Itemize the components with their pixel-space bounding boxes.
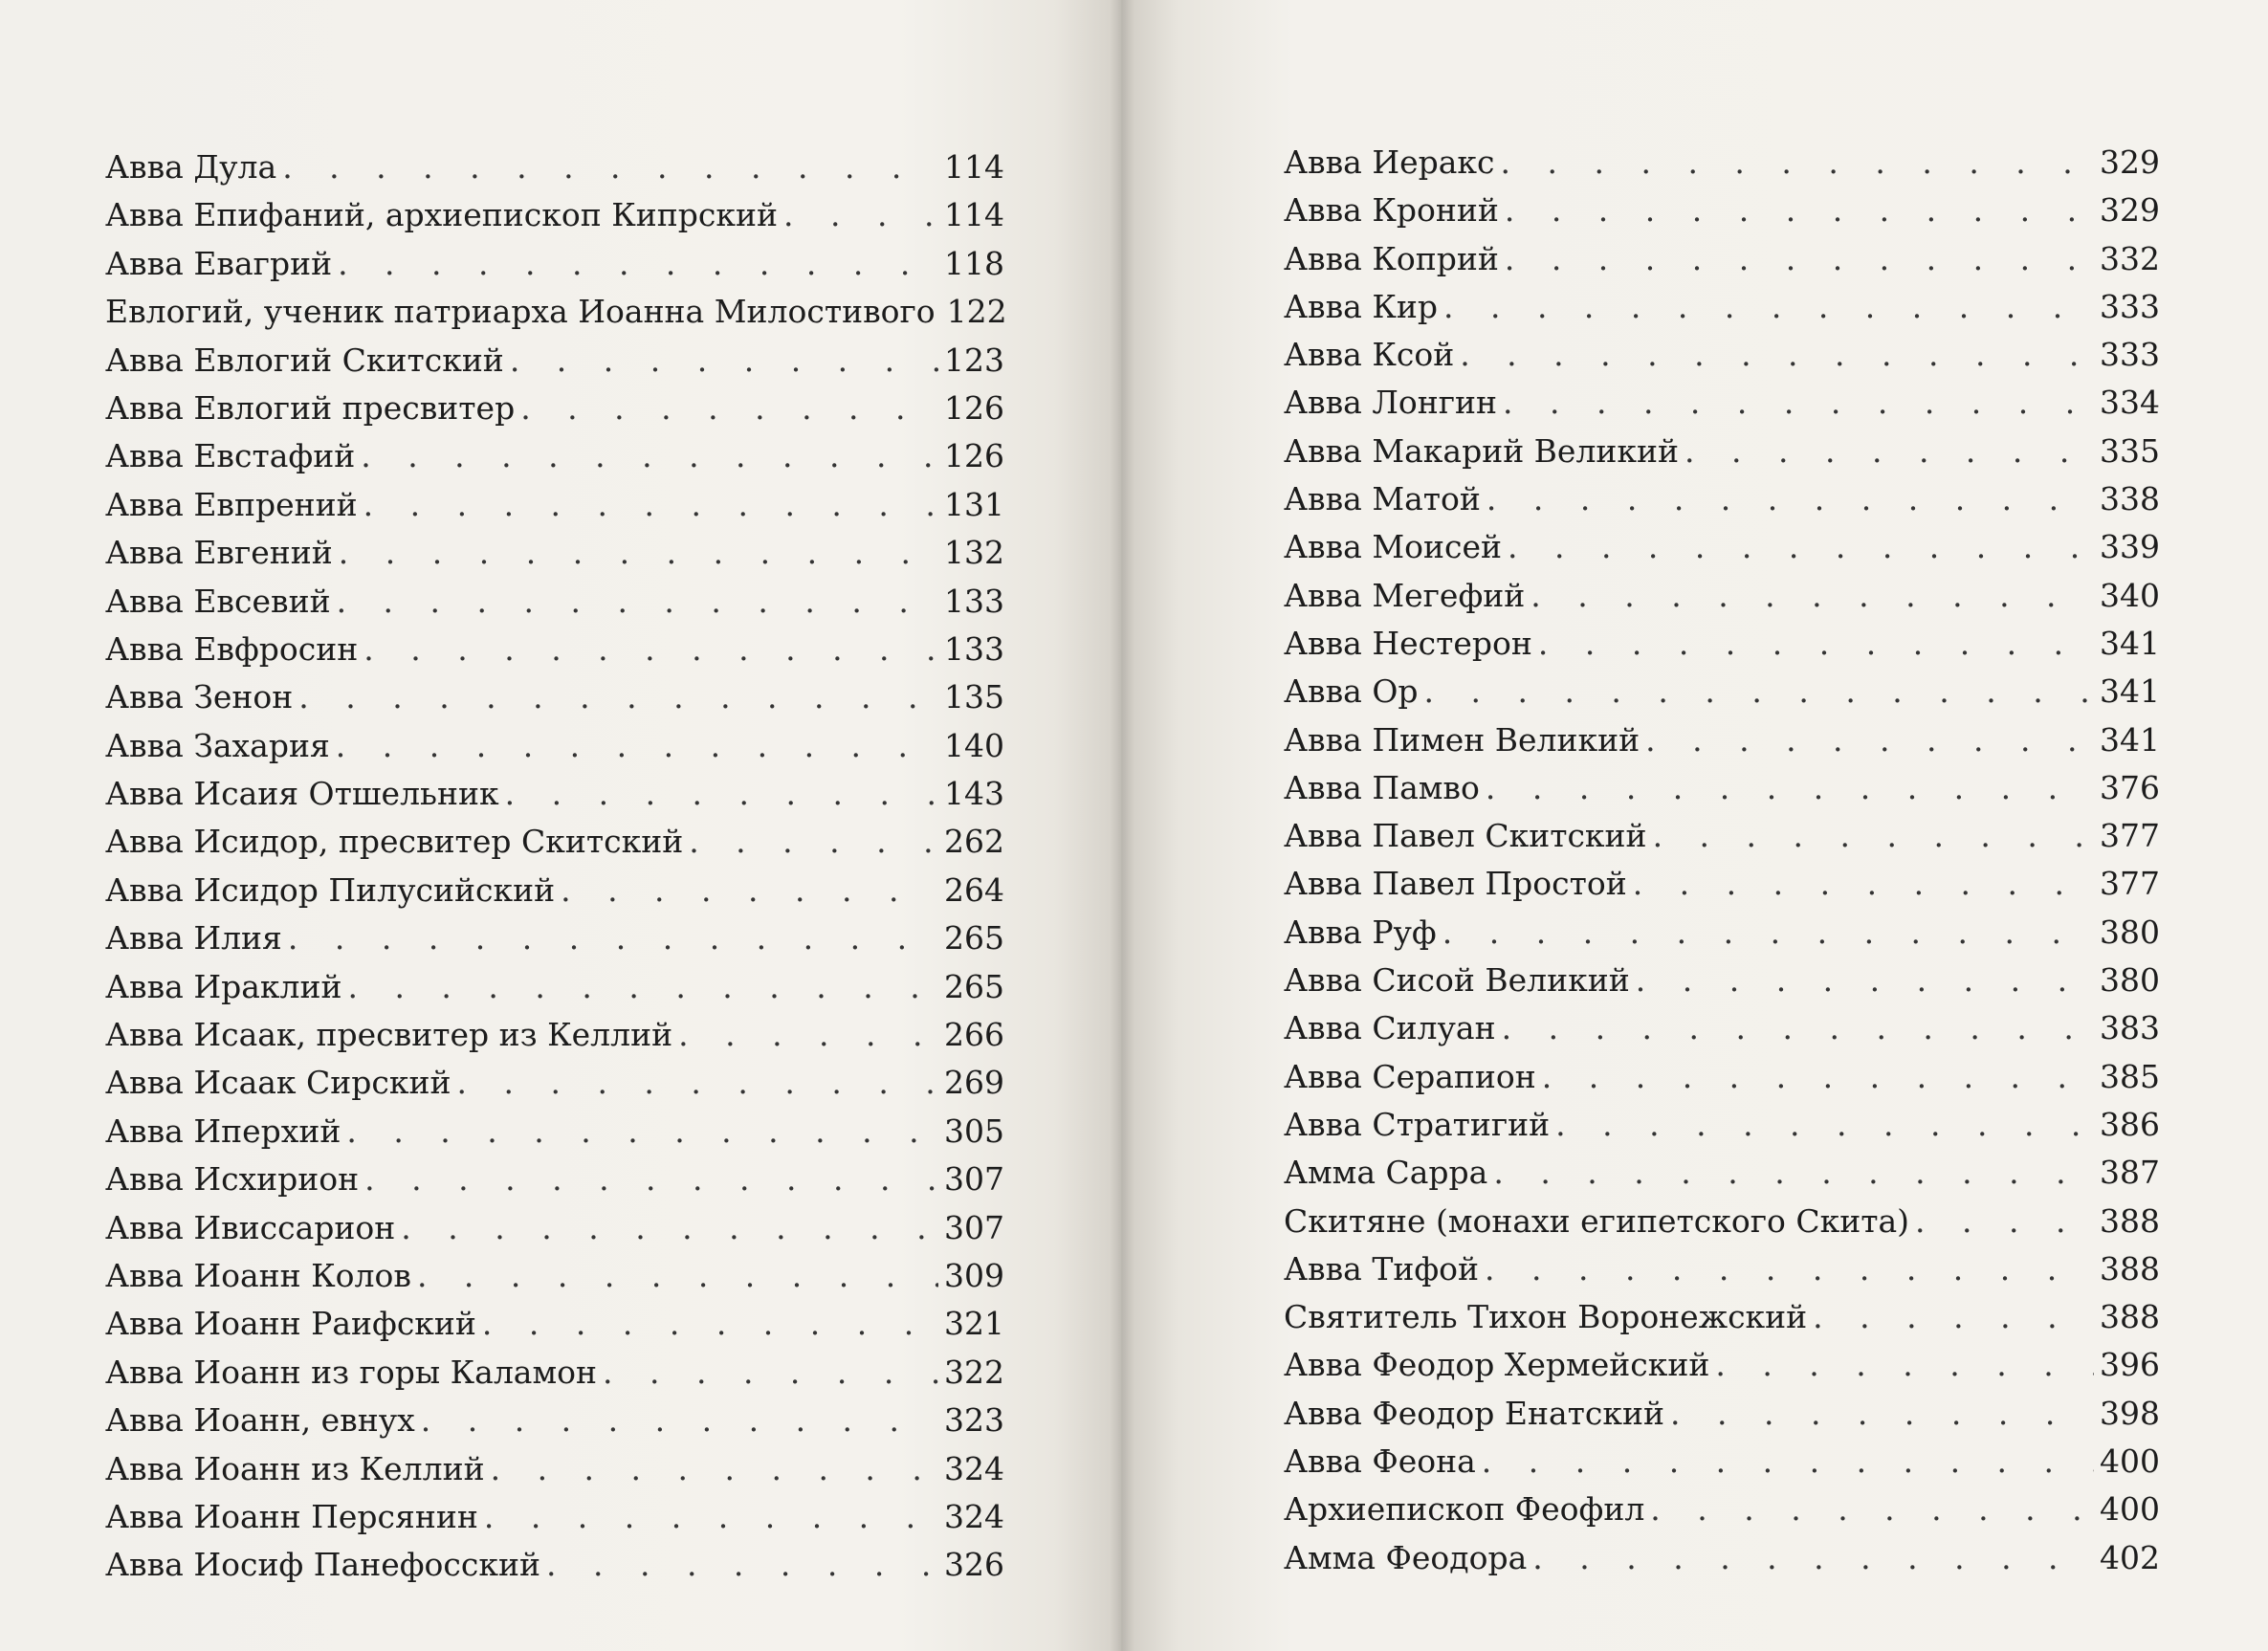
toc-entry-page-number: 265 — [944, 967, 1004, 1005]
toc-entry-title: Авва Захария — [105, 726, 330, 764]
toc-entry — [105, 963, 1004, 1011]
toc-entry — [105, 143, 1004, 191]
toc-entry-title: Скитяне (монахи египетского Скита) — [1284, 1201, 1910, 1240]
toc-entry — [105, 578, 1004, 626]
dot-leader — [1813, 1293, 2094, 1341]
toc-entry — [105, 722, 1004, 770]
dot-leader — [1486, 475, 2094, 523]
dot-leader — [1636, 957, 2094, 1004]
toc-entry — [1284, 1149, 2160, 1197]
toc-entry — [105, 529, 1004, 577]
toc-entry — [1284, 235, 2160, 283]
toc-entry-page-number: 341 — [2100, 624, 2160, 662]
toc-entry-title: Авва Исидор, пресвитер Скитский — [105, 823, 684, 861]
dot-leader — [484, 1493, 938, 1541]
toc-entry-page-number: 380 — [2100, 913, 2160, 951]
toc-entry-page-number: 386 — [2100, 1105, 2160, 1143]
toc-entry — [1284, 1486, 2160, 1533]
dot-leader — [546, 1541, 938, 1589]
toc-entry-page-number: 123 — [944, 341, 1004, 379]
toc-entry-page-number: 333 — [2100, 336, 2160, 374]
dot-leader — [1505, 235, 2094, 283]
toc-entry-title: Авва Феодор Енатский — [1284, 1394, 1665, 1432]
dot-leader — [1482, 1438, 2094, 1486]
toc-entry-page-number: 326 — [944, 1546, 1004, 1584]
toc-entry-title: Авва Пимен Великий — [1284, 720, 1640, 759]
toc-entry-title: Авва Евгений — [105, 534, 333, 572]
toc-entry-title: Амма Сарра — [1284, 1154, 1488, 1192]
toc-entry-page-number: 338 — [2100, 480, 2160, 518]
toc-entry-page-number: 383 — [2100, 1009, 2160, 1047]
dot-leader — [1645, 716, 2094, 764]
toc-entry-title: Авва Евстафий — [105, 437, 356, 475]
dot-leader — [1505, 187, 2094, 234]
toc-entry-page-number: 307 — [944, 1208, 1004, 1246]
dot-leader — [1486, 764, 2094, 812]
toc-entry — [1284, 1198, 2160, 1245]
toc-entry-title: Авва Евлогий пресвитер — [105, 388, 516, 427]
toc-entry-page-number: 332 — [2100, 239, 2160, 277]
toc-entry-title: Авва Павел Простой — [1284, 865, 1627, 903]
toc-entry — [105, 1445, 1004, 1493]
dot-leader — [678, 1011, 938, 1059]
toc-entry-page-number: 388 — [2100, 1201, 2160, 1240]
toc-entry-title: Авва Памво — [1284, 768, 1480, 806]
toc-entry-page-number: 133 — [944, 582, 1004, 620]
toc-entry — [105, 385, 1004, 432]
toc-entry — [105, 1108, 1004, 1156]
toc-entry-page-number: 264 — [944, 870, 1004, 909]
toc-entry-page-number: 322 — [944, 1353, 1004, 1391]
dot-leader — [1532, 1534, 2094, 1582]
toc-entry-title: Авва Макарий Великий — [1284, 431, 1680, 470]
toc-entry-title: Авва Евфросин — [105, 629, 359, 668]
toc-entry-title: Авва Феона — [1284, 1442, 1476, 1481]
dot-leader — [417, 1252, 938, 1300]
dot-leader — [346, 1108, 938, 1156]
toc-entry-page-number: 402 — [2100, 1538, 2160, 1576]
toc-entry-page-number: 133 — [944, 629, 1004, 668]
dot-leader — [520, 385, 938, 432]
dot-leader — [363, 481, 938, 529]
left-toc-list — [105, 143, 1007, 1590]
dot-leader — [1443, 283, 2094, 331]
toc-entry-page-number: 388 — [2100, 1298, 2160, 1336]
toc-entry — [1284, 139, 2160, 187]
toc-entry — [1284, 1534, 2160, 1582]
right-toc-list — [1284, 139, 2160, 1582]
toc-entry — [1284, 860, 2160, 908]
toc-entry-page-number: 324 — [944, 1449, 1004, 1487]
dot-leader — [282, 143, 938, 191]
toc-entry-page-number: 126 — [944, 437, 1004, 475]
toc-entry-title: Авва Евсевий — [105, 582, 331, 620]
toc-entry-title: Авва Нестерон — [1284, 624, 1532, 662]
toc-entry — [1284, 572, 2160, 620]
dot-leader — [1508, 523, 2094, 571]
toc-entry-title: Авва Илия — [105, 919, 282, 958]
toc-entry — [1284, 668, 2160, 715]
toc-entry — [105, 432, 1004, 480]
toc-entry-title: Авва Моисей — [1284, 528, 1502, 566]
toc-entry-page-number: 400 — [2100, 1442, 2160, 1481]
toc-entry-page-number: 339 — [2100, 528, 2160, 566]
toc-entry-title: Авва Иоанн Персянин — [105, 1497, 478, 1535]
toc-entry-title: Архиепископ Феофил — [1284, 1490, 1645, 1529]
toc-entry — [105, 1156, 1004, 1203]
toc-entry — [105, 240, 1004, 288]
toc-entry-page-number: 340 — [2100, 576, 2160, 614]
toc-entry-title: Авва Серапион — [1284, 1057, 1536, 1095]
toc-entry-title: Авва Исхирион — [105, 1160, 360, 1199]
dot-leader — [561, 867, 938, 914]
toc-entry-title: Авва Силуан — [1284, 1009, 1496, 1047]
dot-leader — [401, 1204, 938, 1252]
toc-entry-title: Авва Исаия Отшельник — [105, 775, 499, 813]
toc-entry-page-number: 307 — [944, 1160, 1004, 1199]
toc-entry-title: Авва Исаак, пресвитер из Келлий — [105, 1016, 673, 1054]
toc-entry — [105, 1011, 1004, 1059]
dot-leader — [1715, 1341, 2094, 1389]
dot-leader — [1493, 1149, 2094, 1197]
toc-entry-title: Авва Мегефий — [1284, 576, 1526, 614]
toc-entry-title: Авва Ор — [1284, 672, 1419, 711]
toc-entry-page-number: 341 — [2100, 720, 2160, 759]
toc-entry-page-number: 309 — [944, 1256, 1004, 1294]
dot-leader — [457, 1059, 938, 1107]
toc-entry-page-number: 140 — [944, 726, 1004, 764]
toc-entry-title: Авва Кир — [1284, 287, 1438, 325]
toc-entry — [105, 818, 1004, 866]
toc-entry-title: Авва Зенон — [105, 678, 294, 716]
dot-leader — [783, 191, 938, 239]
toc-entry-page-number: 341 — [2100, 672, 2160, 711]
toc-entry — [1284, 187, 2160, 234]
toc-entry — [1284, 523, 2160, 571]
dot-leader — [1530, 572, 2094, 620]
dot-leader — [1485, 1245, 2094, 1293]
toc-entry — [1284, 1293, 2160, 1341]
toc-entry-page-number: 324 — [944, 1497, 1004, 1535]
toc-entry-page-number: 385 — [2100, 1057, 2160, 1095]
toc-entry — [1284, 1438, 2160, 1486]
toc-entry-title: Авва Евлогий Скитский — [105, 341, 504, 379]
dot-leader — [288, 914, 938, 962]
toc-entry-page-number: 135 — [944, 678, 1004, 716]
toc-entry — [1284, 812, 2160, 860]
toc-entry-page-number: 376 — [2100, 768, 2160, 806]
toc-entry-title: Авва Иоанн Колов — [105, 1256, 411, 1294]
toc-entry — [105, 867, 1004, 914]
toc-entry-page-number: 266 — [944, 1016, 1004, 1054]
toc-entry — [1284, 764, 2160, 812]
toc-entry — [1284, 957, 2160, 1004]
toc-entry-title: Авва Иоанн Раифский — [105, 1305, 476, 1343]
toc-entry-page-number: 329 — [2100, 143, 2160, 181]
toc-entry-title: Авва Дула — [105, 148, 277, 186]
toc-entry-title: Авва Феодор Хермейский — [1284, 1346, 1710, 1384]
dot-leader — [1460, 331, 2094, 379]
toc-entry — [105, 1204, 1004, 1252]
toc-entry-title: Авва Ивиссарион — [105, 1208, 396, 1246]
dot-leader — [363, 626, 938, 673]
toc-entry — [105, 673, 1004, 721]
toc-entry-page-number: 388 — [2100, 1249, 2160, 1288]
toc-entry-title: Авва Ираклий — [105, 967, 342, 1005]
toc-entry-title: Евлогий, ученик патриарха Иоанна Милостивого — [105, 293, 936, 331]
toc-entry-page-number: 323 — [944, 1401, 1004, 1440]
toc-entry-page-number: 118 — [944, 244, 1004, 282]
toc-entry — [1284, 1004, 2160, 1052]
toc-entry-title: Авва Исидор Пилусийский — [105, 870, 556, 909]
toc-entry-page-number: 380 — [2100, 961, 2160, 1000]
dot-leader — [1915, 1198, 2094, 1245]
toc-entry-title: Авва Сисой Великий — [1284, 961, 1630, 1000]
toc-entry-title: Авва Иоанн из Келлий — [105, 1449, 485, 1487]
toc-entry-title: Авва Кроний — [1284, 191, 1499, 230]
toc-entry-page-number: 269 — [944, 1064, 1004, 1102]
dot-leader — [1442, 909, 2094, 957]
toc-entry — [105, 1300, 1004, 1348]
toc-entry — [1284, 909, 2160, 957]
toc-entry-page-number: 131 — [944, 485, 1004, 523]
toc-entry — [1284, 620, 2160, 668]
toc-entry — [105, 337, 1004, 385]
toc-entry-page-number: 122 — [946, 293, 1007, 331]
toc-entry-title: Авва Исаак Сирский — [105, 1064, 451, 1102]
dot-leader — [1633, 860, 2094, 908]
toc-entry-title: Авва Евагрий — [105, 244, 333, 282]
toc-entry-title: Авва Иоанн, евнух — [105, 1401, 415, 1440]
dot-leader — [364, 1156, 938, 1203]
toc-entry-page-number: 377 — [2100, 865, 2160, 903]
toc-entry-page-number: 305 — [944, 1112, 1004, 1150]
toc-entry — [1284, 1053, 2160, 1101]
book-gutter — [1110, 0, 1134, 1651]
toc-entry-page-number: 396 — [2100, 1346, 2160, 1384]
toc-entry-title: Авва Иосиф Панефосский — [105, 1546, 541, 1584]
dot-leader — [1502, 1004, 2094, 1052]
toc-entry-page-number: 262 — [944, 823, 1004, 861]
dot-leader — [491, 1445, 938, 1493]
dot-leader — [1684, 428, 2094, 475]
toc-entry — [105, 1059, 1004, 1107]
dot-leader — [689, 818, 938, 866]
toc-entry-title: Авва Евпрений — [105, 485, 358, 523]
toc-entry-page-number: 143 — [944, 775, 1004, 813]
toc-entry — [105, 1541, 1004, 1589]
dot-leader — [337, 578, 938, 626]
toc-entry-page-number: 321 — [944, 1305, 1004, 1343]
toc-entry-title: Авва Иеракс — [1284, 143, 1495, 181]
dot-leader — [1538, 620, 2094, 668]
dot-leader — [361, 432, 938, 480]
toc-entry — [105, 288, 1007, 336]
toc-entry-page-number: 334 — [2100, 384, 2160, 422]
toc-entry — [1284, 716, 2160, 764]
toc-entry-title: Авва Лонгин — [1284, 384, 1497, 422]
dot-leader — [482, 1300, 938, 1348]
toc-entry — [105, 626, 1004, 673]
toc-entry-title: Святитель Тихон Воронежский — [1284, 1298, 1808, 1336]
toc-entry-title: Авва Ксой — [1284, 336, 1455, 374]
dot-leader — [1503, 379, 2094, 427]
toc-entry-title: Авва Матой — [1284, 480, 1481, 518]
toc-entry-page-number: 329 — [2100, 191, 2160, 230]
toc-entry — [105, 770, 1004, 818]
toc-entry-page-number: 114 — [944, 196, 1004, 234]
toc-entry — [105, 1397, 1004, 1444]
toc-entry — [105, 191, 1004, 239]
toc-entry-page-number: 398 — [2100, 1394, 2160, 1432]
dot-leader — [1670, 1390, 2094, 1438]
toc-entry-page-number: 333 — [2100, 287, 2160, 325]
toc-entry-title: Авва Тифой — [1284, 1249, 1480, 1288]
toc-entry-page-number: 400 — [2100, 1490, 2160, 1529]
toc-entry — [1284, 1390, 2160, 1438]
toc-entry-page-number: 387 — [2100, 1154, 2160, 1192]
dot-leader — [1424, 668, 2095, 715]
dot-leader — [1555, 1101, 2094, 1149]
dot-leader — [505, 770, 938, 818]
toc-entry-title: Авва Иперхий — [105, 1112, 341, 1150]
toc-entry-title: Амма Феодора — [1284, 1538, 1528, 1576]
toc-entry-title: Авва Коприй — [1284, 239, 1499, 277]
toc-entry-page-number: 126 — [944, 388, 1004, 427]
toc-entry-title: Авва Епифаний, архиепископ Кипрский — [105, 196, 778, 234]
toc-entry — [1284, 283, 2160, 331]
toc-entry-page-number: 265 — [944, 919, 1004, 958]
toc-entry-title: Авва Павел Скитский — [1284, 817, 1647, 855]
dot-leader — [1653, 812, 2094, 860]
toc-entry — [105, 1349, 1004, 1397]
toc-entry — [105, 1252, 1004, 1300]
dot-leader — [338, 240, 938, 288]
dot-leader — [347, 963, 938, 1011]
dot-leader — [1501, 139, 2094, 187]
toc-entry-page-number: 132 — [944, 534, 1004, 572]
toc-entry — [1284, 379, 2160, 427]
toc-entry — [1284, 1101, 2160, 1149]
toc-entry — [105, 1493, 1004, 1541]
toc-entry — [1284, 1341, 2160, 1389]
dot-leader — [1542, 1053, 2094, 1101]
dot-leader — [298, 673, 938, 721]
dot-leader — [336, 722, 938, 770]
toc-entry — [1284, 428, 2160, 475]
toc-entry-title: Авва Руф — [1284, 913, 1437, 951]
toc-entry — [1284, 1245, 2160, 1293]
toc-entry — [1284, 475, 2160, 523]
toc-entry-title: Авва Иоанн из горы Каламон — [105, 1353, 598, 1391]
toc-entry-page-number: 377 — [2100, 817, 2160, 855]
dot-leader — [421, 1397, 938, 1444]
toc-entry — [1284, 331, 2160, 379]
toc-entry — [105, 481, 1004, 529]
toc-entry-page-number: 335 — [2100, 431, 2160, 470]
toc-entry-page-number: 114 — [944, 148, 1004, 186]
toc-entry-title: Авва Стратигий — [1284, 1105, 1551, 1143]
dot-leader — [1650, 1486, 2094, 1533]
dot-leader — [510, 337, 938, 385]
dot-leader — [603, 1349, 938, 1397]
dot-leader — [339, 529, 938, 577]
toc-entry — [105, 914, 1004, 962]
